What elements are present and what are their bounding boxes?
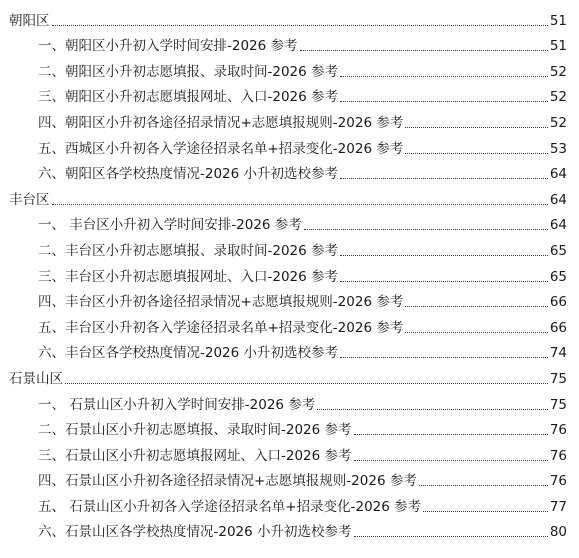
- toc-entry-title: 二、朝阳区小升初志愿填报、录取时间-2026 参考: [38, 63, 339, 80]
- toc-dot-leader: [340, 76, 548, 77]
- toc-page-number: 52: [549, 114, 567, 131]
- toc-entry-title: 三、石景山区小升初志愿填报网址、入口-2026 参考: [38, 447, 352, 464]
- toc-entry-title: 二、石景山区小升初志愿填报、录取时间-2026 参考: [38, 422, 352, 439]
- toc-dot-leader: [340, 357, 548, 358]
- toc-item-row[interactable]: [0, 490, 579, 516]
- toc-section-row[interactable]: [0, 362, 579, 388]
- toc-dot-leader: [65, 383, 548, 384]
- toc-page-number: 76: [549, 447, 567, 464]
- toc-page-number: 74: [549, 345, 567, 362]
- toc-item-row[interactable]: [0, 439, 579, 465]
- toc-entry-title: 四、朝阳区小升初各途径招录情况+志愿填报规则-2026 参考: [38, 114, 404, 131]
- toc-page-number: 64: [549, 217, 567, 234]
- toc-page-number: 51: [549, 12, 567, 29]
- toc-dot-leader: [340, 101, 548, 102]
- toc-entry-title: 六、丰台区各学校热度情况-2026 小升初选校参考: [38, 345, 339, 362]
- toc-dot-leader: [52, 25, 548, 26]
- toc-entry-title: 四、石景山区小升初各途径招录情况+志愿填报规则-2026 参考: [38, 473, 417, 490]
- toc-item-row[interactable]: [0, 465, 579, 491]
- toc-item-row[interactable]: [0, 414, 579, 440]
- toc-entry-title: 丰台区: [9, 191, 50, 208]
- toc-dot-leader: [405, 153, 547, 154]
- toc-page-number: 64: [549, 191, 567, 208]
- toc-dot-leader: [405, 306, 547, 307]
- toc-page-number: 66: [549, 319, 567, 336]
- toc-entry-title: 六、石景山区各学校热度情况-2026 小升初选校参考: [38, 524, 352, 541]
- toc-entry-title: 四、丰台区小升初各途径招录情况+志愿填报规则-2026 参考: [38, 294, 404, 311]
- toc-dot-leader: [354, 536, 548, 537]
- toc-dot-leader: [300, 50, 548, 51]
- toc-page-number: 64: [549, 166, 567, 183]
- toc-page-number: 76: [549, 473, 567, 490]
- toc-item-row[interactable]: [0, 30, 579, 56]
- toc-entry-title: 六、朝阳区各学校热度情况-2026 小升初选校参考: [38, 166, 339, 183]
- toc-entry-title: 一、 丰台区小升初入学时间安排-2026 参考: [38, 217, 302, 234]
- toc-dot-leader: [405, 127, 547, 128]
- toc-item-row[interactable]: [0, 106, 579, 132]
- toc-dot-leader: [405, 332, 547, 333]
- toc-item-row[interactable]: [0, 55, 579, 81]
- toc-dot-leader: [340, 281, 548, 282]
- toc-page-number: 75: [549, 396, 567, 413]
- toc-page-number: 75: [549, 370, 567, 387]
- toc-page-number: 65: [549, 242, 567, 259]
- toc-item-row[interactable]: [0, 209, 579, 235]
- toc-dot-leader: [304, 229, 548, 230]
- toc-item-row[interactable]: [0, 81, 579, 107]
- toc-dot-leader: [423, 511, 548, 512]
- toc-entry-title: 朝阳区: [9, 12, 50, 29]
- toc-dot-leader: [340, 178, 548, 179]
- toc-entry-title: 三、丰台区小升初志愿填报网址、入口-2026 参考: [38, 268, 339, 285]
- toc-item-row[interactable]: [0, 260, 579, 286]
- toc-dot-leader: [317, 409, 548, 410]
- toc-page-number: 52: [549, 63, 567, 80]
- toc-dot-leader: [340, 255, 548, 256]
- toc-item-row[interactable]: [0, 286, 579, 312]
- toc-dot-leader: [354, 434, 548, 435]
- toc-section-row[interactable]: [0, 4, 579, 30]
- toc-item-row[interactable]: [0, 311, 579, 337]
- toc-dot-leader: [52, 204, 548, 205]
- toc-item-row[interactable]: [0, 234, 579, 260]
- toc-page-number: 51: [549, 38, 567, 55]
- toc-item-row[interactable]: [0, 337, 579, 363]
- toc-entry-title: 三、朝阳区小升初志愿填报网址、入口-2026 参考: [38, 89, 339, 106]
- toc-page-number: 52: [549, 89, 567, 106]
- toc-item-row[interactable]: [0, 516, 579, 542]
- toc-page-number: 65: [549, 268, 567, 285]
- toc-page-number: 76: [549, 422, 567, 439]
- toc-entry-title: 五、 石景山区小升初各入学途径招录名单+招录变化-2026 参考: [38, 498, 422, 515]
- toc-item-row[interactable]: [0, 388, 579, 414]
- toc-page-number: 66: [549, 294, 567, 311]
- toc-entry-title: 五、丰台区小升初各入学途径招录名单+招录变化-2026 参考: [38, 319, 404, 336]
- toc-page-number: 80: [549, 524, 567, 541]
- toc-section-row[interactable]: [0, 183, 579, 209]
- toc-page-number: 77: [549, 498, 567, 515]
- toc-entry-title: 五、西城区小升初各入学途径招录名单+招录变化-2026 参考: [38, 140, 404, 157]
- toc-entry-title: 二、丰台区小升初志愿填报、录取时间-2026 参考: [38, 242, 339, 259]
- toc-entry-title: 一、 石景山区小升初入学时间安排-2026 参考: [38, 396, 316, 413]
- toc-dot-leader: [419, 485, 548, 486]
- toc-item-row[interactable]: [0, 132, 579, 158]
- toc-page-number: 53: [549, 140, 567, 157]
- toc-entry-title: 一、朝阳区小升初入学时间安排-2026 参考: [38, 38, 298, 55]
- toc-entry-title: 石景山区: [9, 370, 63, 387]
- toc-dot-leader: [354, 460, 548, 461]
- toc-item-row[interactable]: [0, 158, 579, 184]
